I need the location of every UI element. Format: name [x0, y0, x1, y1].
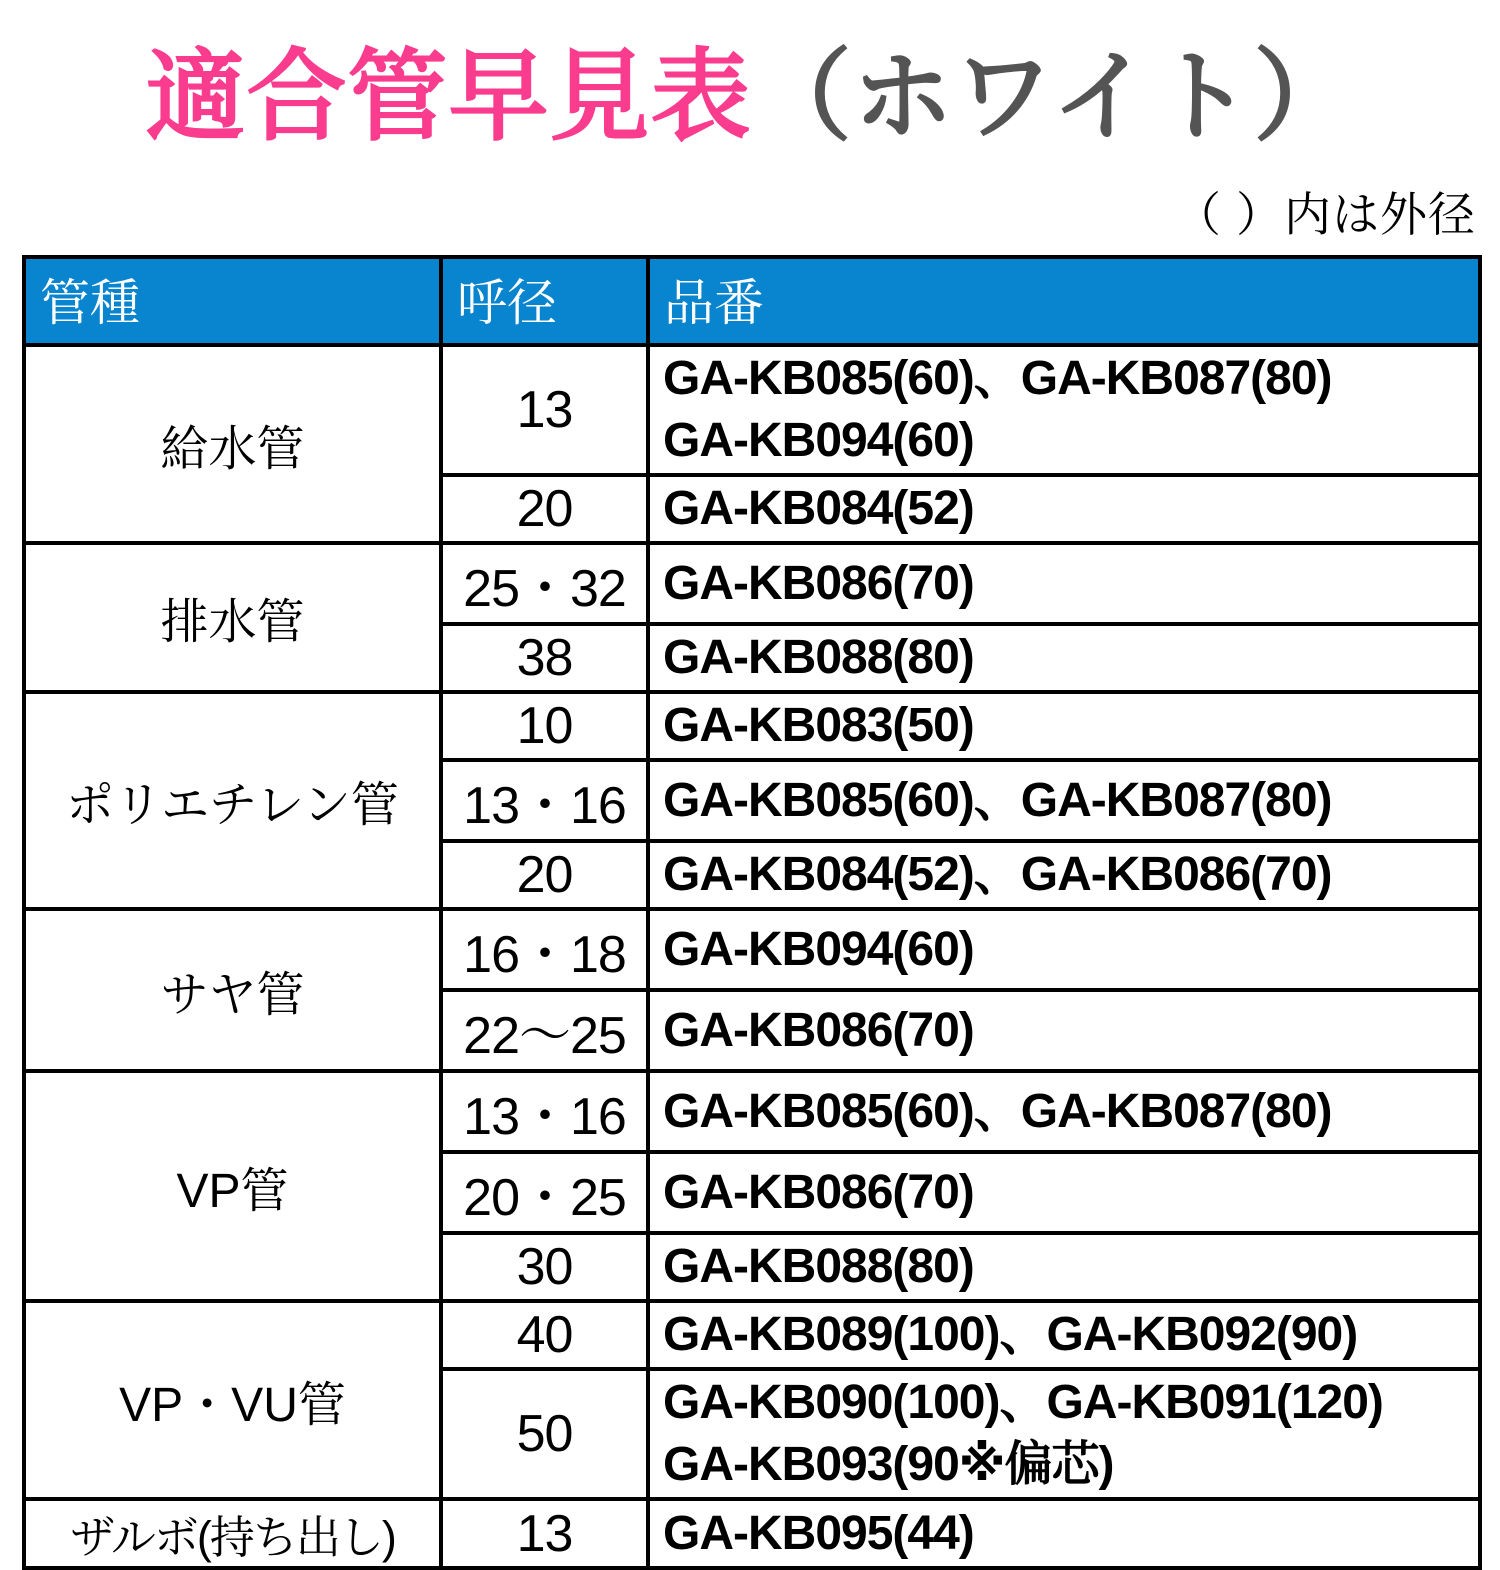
product-number-line: GA-KB085(60)、GA-KB087(80): [663, 1084, 1332, 1138]
pipe-type-cell: ザルボ(持ち出し): [24, 1499, 441, 1568]
nominal-diameter-cell: 38: [441, 624, 648, 692]
nominal-diameter-cell: 30: [441, 1233, 648, 1301]
page-title-main: 適合管早見表: [145, 41, 752, 153]
nominal-diameter-cell: 16・18: [441, 909, 648, 990]
table-row: [24, 692, 1480, 760]
product-number-cell: [648, 345, 1480, 475]
table-row: [24, 1301, 1480, 1369]
table-header-row: [24, 257, 1480, 345]
product-number-cell: [648, 841, 1480, 909]
product-number-cell: [648, 1369, 1480, 1499]
pipe-type-cell: 排水管: [24, 543, 441, 692]
product-number-cell: [648, 1301, 1480, 1369]
outer-diameter-note: （ ）内は外径: [1173, 188, 1476, 241]
product-number-line: GA-KB086(70): [663, 556, 974, 610]
product-number-cell: [648, 1152, 1480, 1233]
table-row: [24, 1071, 1480, 1152]
nominal-diameter-cell: 40: [441, 1301, 648, 1369]
product-number-line: GA-KB095(44): [663, 1506, 974, 1560]
pipe-type-cell: ポリエチレン管: [24, 692, 441, 909]
nominal-diameter-cell: 22〜25: [441, 990, 648, 1071]
table-row: [24, 543, 1480, 624]
nominal-diameter-cell: 25・32: [441, 543, 648, 624]
pipe-type-cell: VP・VU管: [24, 1301, 441, 1499]
table-row: [24, 1499, 1480, 1568]
product-number-line: GA-KB094(60): [663, 414, 974, 467]
product-number-line: GA-KB094(60): [663, 922, 974, 976]
page-title-suffix: （ホワイト）: [751, 41, 1355, 153]
product-number-cell: [648, 1233, 1480, 1301]
column-header-pipe-type: 管種: [24, 257, 441, 345]
product-number-line: GA-KB085(60)、GA-KB087(80): [663, 773, 1332, 827]
product-number-cell: [648, 990, 1480, 1071]
product-number-cell: [648, 624, 1480, 692]
product-number-line: GA-KB084(52): [663, 482, 974, 535]
pipe-type-cell: 給水管: [24, 345, 441, 543]
product-number-line: GA-KB086(70): [663, 1165, 974, 1219]
page-title: [0, 42, 1500, 152]
product-number-line: GA-KB093(90※偏芯): [663, 1438, 1114, 1491]
column-header-product-number: 品番: [648, 257, 1480, 345]
page: [0, 41, 1500, 1563]
product-number-line: GA-KB084(52)、GA-KB086(70): [663, 848, 1332, 901]
nominal-diameter-cell: 13・16: [441, 760, 648, 841]
product-number-cell: [648, 909, 1480, 990]
nominal-diameter-cell: 10: [441, 692, 648, 760]
pipe-type-cell: サヤ管: [24, 909, 441, 1071]
product-number-line: GA-KB085(60)、GA-KB087(80): [663, 352, 1332, 405]
table-body: [24, 345, 1480, 1568]
product-number-cell: [648, 1499, 1480, 1568]
product-number-cell: [648, 475, 1480, 543]
nominal-diameter-cell: 20: [441, 841, 648, 909]
nominal-diameter-cell: 20: [441, 475, 648, 543]
table-row: [24, 909, 1480, 990]
product-number-line: GA-KB090(100)、GA-KB091(120): [663, 1376, 1383, 1429]
product-number-line: GA-KB089(100)、GA-KB092(90): [663, 1308, 1358, 1361]
compatibility-table: [22, 255, 1482, 1570]
product-number-line: GA-KB086(70): [663, 1003, 974, 1057]
product-number-line: GA-KB088(80): [663, 1240, 974, 1293]
product-number-cell: [648, 760, 1480, 841]
product-number-cell: [648, 1071, 1480, 1152]
product-number-line: GA-KB088(80): [663, 631, 974, 684]
nominal-diameter-cell: 20・25: [441, 1152, 648, 1233]
column-header-nominal-diameter: 呼径: [441, 257, 648, 345]
nominal-diameter-cell: 13: [441, 1499, 648, 1568]
product-number-cell: [648, 543, 1480, 624]
table-row: [24, 345, 1480, 475]
nominal-diameter-cell: 13・16: [441, 1071, 648, 1152]
product-number-cell: [648, 692, 1480, 760]
product-number-line: GA-KB083(50): [663, 699, 974, 752]
pipe-type-cell: VP管: [24, 1071, 441, 1301]
nominal-diameter-cell: 13: [441, 345, 648, 475]
nominal-diameter-cell: 50: [441, 1369, 648, 1499]
